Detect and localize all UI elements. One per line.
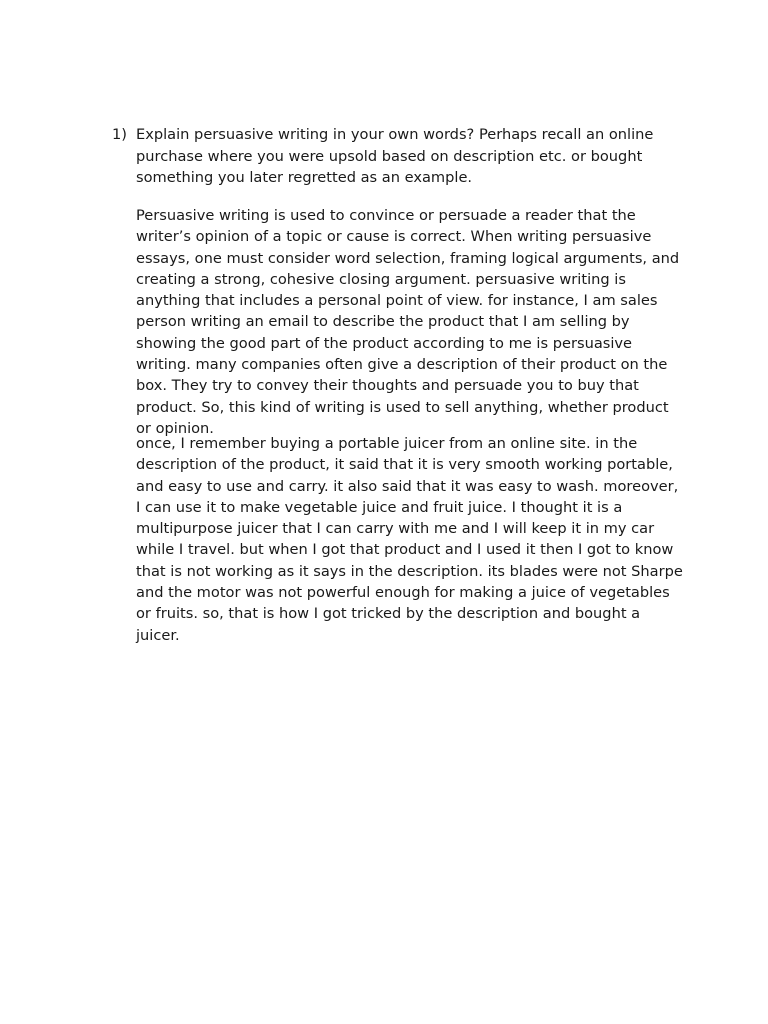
- question-number: 1): [112, 126, 127, 143]
- answer-paragraph-1: Persuasive writing is used to convince or persuade a reader that the writer’s opinion of a topic or cause is correct. When writing persuasive essays, one must consider word selection, framing logical arguments, and creating a strong, cohesive closing argument. persuasive writing is anything that includes a personal point of view. for instance, I am sales person writing an email to describe the product that I am selling by showing the good part of the product according to me is persuasive writing. many companies often give a description of their product on the box. They try to convey their thoughts and persuade you to buy that product. So, this kind of writing is used to sell anything, whether product or opinion.: [136, 207, 680, 437]
- question-text: Explain persuasive writing in your own words? Perhaps recall an online purchase where you were upsold based on description etc. or bought something you later regretted as an example.: [136, 126, 654, 186]
- answer-paragraph-2: once, I remember buying a portable juicer from an online site. in the description of the product, it said that it is very smooth working portable, and easy to use and carry. it also said that it was easy to wash. moreover, I can use it to make vegetable juice and fruit juice. I thought it is a multipurpose juicer that I can carry with me and I will keep it in my car while I travel. but when I got that product and I used it then I got to know that is not working as it says in the description. its blades were not Sharpe and the motor was not powerful enough for making a juice of vegetables or fruits. so, that is how I got tricked by the description and bought a juicer.: [136, 435, 683, 644]
- question-item: [112, 124, 682, 189]
